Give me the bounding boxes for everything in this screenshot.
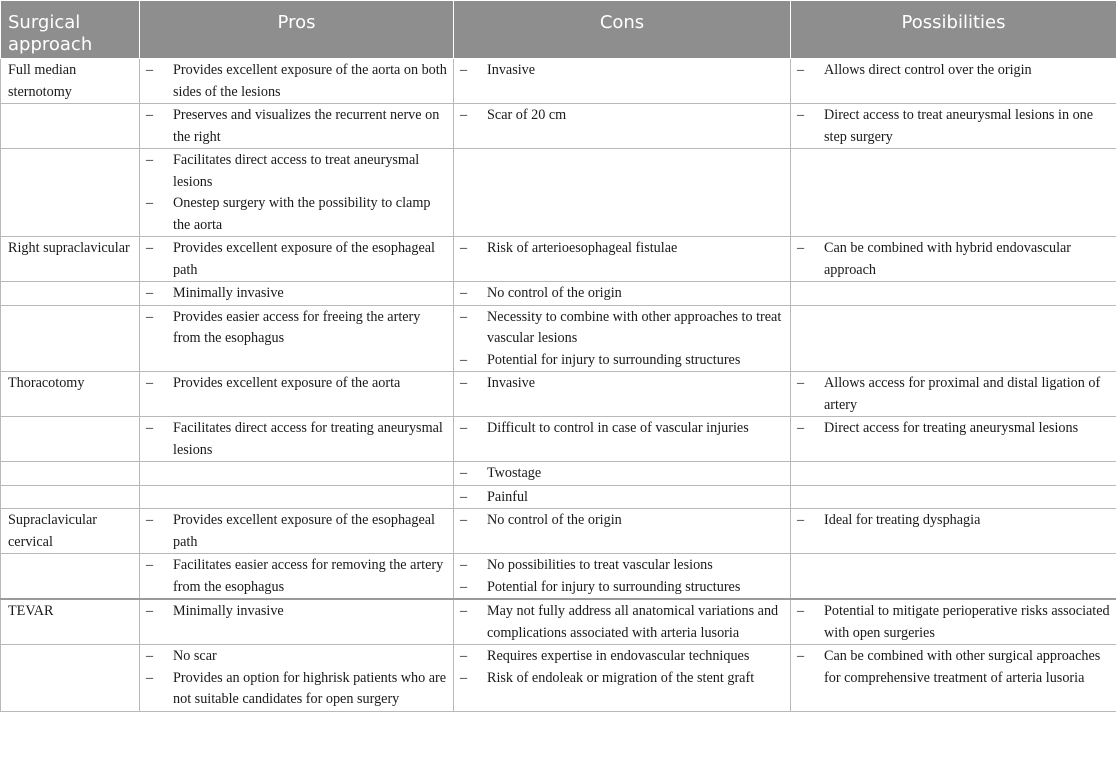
pros-list [140,306,453,350]
list-item [146,150,449,193]
item-text: No scar [173,648,217,664]
cons-cell [454,305,791,372]
list-item [797,60,1112,82]
list-item [460,668,786,690]
pros-cell [140,462,454,486]
list-item [146,555,449,598]
dash-bullet: – [460,285,468,301]
list-item [797,418,1112,440]
table-row [1,149,1116,237]
item-text: Invasive [487,62,536,78]
header-possibilities: Possibilities [791,1,1116,59]
table-row [1,485,1116,509]
cons-list [454,282,790,305]
item-text: Allows direct control over the origin [824,62,1032,78]
item-text: Provides easier access for freeing the artery from the esophagus [173,308,421,346]
pros-cell [140,237,454,282]
item-text: Provides an option for highrisk patients who are not suitable candidates for open surgery [173,669,447,707]
possibilities-cell [791,237,1116,282]
possibilities-list [791,59,1116,82]
list-item [146,307,449,350]
item-text: Provides excellent exposure of the esophageal path [173,512,435,550]
approach-cell [1,554,140,600]
cons-cell [454,59,791,104]
dash-bullet: – [146,107,154,123]
approach-cell [1,104,140,149]
list-item [460,646,786,668]
list-item [460,283,786,305]
item-text: No control of the origin [487,512,622,528]
item-text: Allows access for proximal and distal ligation of artery [824,375,1101,413]
approach-cell [1,485,140,509]
table-row [1,237,1116,282]
pros-list [140,554,453,598]
cons-cell [454,485,791,509]
table-row [1,282,1116,306]
item-text: No possibilities to treat vascular lesions [487,557,713,573]
dash-bullet: – [797,603,805,619]
cons-list [454,372,790,395]
list-item [146,668,449,711]
dash-bullet: – [146,285,154,301]
item-text: May not fully address all anatomical variations and complications associated with arteria lusoria [487,603,779,641]
header-pros: Pros [140,1,454,59]
list-item [460,601,786,644]
item-text: Can be combined with hybrid endovascular approach [824,240,1072,278]
possibilities-list [791,417,1116,440]
approach-cell [1,305,140,372]
list-item [797,510,1112,532]
cons-cell [454,462,791,486]
dash-bullet: – [146,240,154,256]
possibilities-cell [791,485,1116,509]
cons-list [454,554,790,598]
dash-bullet: – [460,420,468,436]
cons-cell [454,417,791,462]
list-item [146,373,449,395]
item-text: Difficult to control in case of vascular injuries [487,420,749,436]
dash-bullet: – [460,488,468,505]
table-row [1,462,1116,486]
item-text: Potential for injury to surrounding structures [487,578,741,595]
table-row [1,104,1116,149]
dash-bullet: – [797,375,805,391]
possibilities-cell [791,417,1116,462]
list-item [460,463,786,485]
pros-list [140,59,453,103]
pros-cell [140,599,454,645]
possibilities-cell [791,645,1116,712]
pros-list [140,509,453,553]
approach-cell: Right supraclavicular [1,237,140,282]
cons-cell [454,149,791,237]
dash-bullet: – [797,107,805,123]
list-item [460,350,786,372]
dash-bullet: – [460,669,468,686]
possibilities-list [791,237,1116,281]
approach-cell [1,417,140,462]
dash-bullet: – [146,603,154,619]
pros-list [140,237,453,281]
header-cons: Cons [454,1,791,59]
cons-list [454,306,790,372]
dash-bullet: – [460,375,468,391]
possibilities-cell [791,509,1116,554]
pros-cell [140,509,454,554]
cons-cell [454,104,791,149]
list-item [797,105,1112,148]
item-text: Twostage [487,465,542,481]
table-row [1,372,1116,417]
dash-bullet: – [797,648,805,664]
item-text: Ideal for treating dysphagia [824,512,981,528]
possibilities-cell [791,462,1116,486]
pros-list [140,417,453,461]
dash-bullet: – [146,62,154,78]
pros-cell [140,554,454,600]
dash-bullet: – [460,240,468,256]
header-row [1,1,1116,59]
list-item [146,105,449,148]
possibilities-list [791,104,1116,148]
dash-bullet: – [146,420,154,436]
dash-bullet: – [460,603,468,619]
list-item [460,238,786,260]
item-text: Painful [487,488,528,505]
item-text: Preserves and visualizes the recurrent nerve on the right [173,107,440,145]
dash-bullet: – [797,512,805,528]
cons-list [454,462,790,485]
pros-cell [140,282,454,306]
dash-bullet: – [146,648,154,664]
possibilities-cell [791,554,1116,600]
list-item [797,373,1112,416]
dash-bullet: – [146,669,154,686]
dash-bullet: – [460,648,468,664]
header-approach: Surgical approach [1,1,140,59]
list-item [460,577,786,599]
table-row [1,59,1116,104]
dash-bullet: – [797,240,805,256]
possibilities-cell [791,104,1116,149]
possibilities-list [791,372,1116,416]
cons-list [454,417,790,440]
pros-list [140,282,453,305]
item-text: Provides excellent exposure of the aorta on both sides of the lesions [173,62,447,100]
approach-cell: Full median sternotomy [1,59,140,104]
cons-cell [454,645,791,712]
approach-cell: Supraclavicular cervical [1,509,140,554]
possibilities-list [791,509,1116,532]
cons-cell [454,282,791,306]
possibilities-cell [791,59,1116,104]
dash-bullet: – [146,375,154,391]
pros-list [140,104,453,148]
list-item [146,418,449,461]
dash-bullet: – [146,152,154,168]
dash-bullet: – [146,512,154,528]
list-item [460,307,786,350]
cons-list [454,509,790,532]
cons-list [454,59,790,82]
dash-bullet: – [460,107,468,123]
pros-cell [140,645,454,712]
pros-list [140,600,453,623]
list-item [460,487,786,509]
dash-bullet: – [460,351,468,368]
approach-cell [1,645,140,712]
item-text: Risk of arterioesophageal fistulae [487,240,678,256]
dash-bullet: – [460,578,468,595]
cons-cell [454,509,791,554]
pros-cell [140,485,454,509]
item-text: Facilitates easier access for removing the artery from the esophagus [173,557,444,595]
item-text: Direct access for treating aneurysmal lesions [824,420,1079,436]
list-item [797,601,1112,644]
list-item [146,646,449,668]
table-row [1,645,1116,712]
item-text: Minimally invasive [173,285,284,301]
possibilities-list [791,600,1116,644]
possibilities-cell [791,282,1116,306]
item-text: Requires expertise in endovascular techniques [487,648,750,664]
item-text: Invasive [487,375,536,391]
item-text: Provides excellent exposure of the aorta [173,375,401,391]
cons-list [454,600,790,644]
list-item [797,646,1112,689]
table-row [1,554,1116,600]
list-item [146,283,449,305]
table-row [1,417,1116,462]
item-text: No control of the origin [487,285,622,301]
cons-cell [454,554,791,600]
dash-bullet: – [797,62,805,78]
list-item [146,510,449,553]
list-item [146,193,449,236]
dash-bullet: – [460,465,468,481]
table-body [1,59,1116,712]
item-text: Facilitates direct access for treating aneurysmal lesions [173,420,443,458]
list-item [460,373,786,395]
approach-cell: Thoracotomy [1,372,140,417]
possibilities-cell [791,149,1116,237]
dash-bullet: – [460,512,468,528]
list-item [146,238,449,281]
possibilities-cell [791,372,1116,417]
dash-bullet: – [797,420,805,436]
pros-cell [140,305,454,372]
cons-list [454,486,790,509]
pros-cell [140,417,454,462]
item-text: Risk of endoleak or migration of the stent graft [487,669,755,686]
item-text: Facilitates direct access to treat aneurysmal lesions [173,152,420,190]
list-item [460,418,786,440]
possibilities-list [791,645,1116,689]
table-row [1,509,1116,554]
list-item [460,510,786,532]
item-text: Potential for injury to surrounding structures [487,351,741,368]
dash-bullet: – [146,195,154,211]
cons-cell [454,372,791,417]
item-text: Provides excellent exposure of the esophageal path [173,240,435,278]
item-text: Can be combined with other surgical approaches for comprehensive treatment of arteria lusoria [824,648,1101,686]
cons-cell [454,599,791,645]
approach-cell [1,462,140,486]
approach-cell [1,149,140,237]
list-item [460,105,786,127]
list-item [460,60,786,82]
dash-bullet: – [146,557,154,573]
approach-cell: TEVAR [1,599,140,645]
item-text: Potential to mitigate perioperative risks associated with open surgeries [824,603,1110,641]
dash-bullet: – [146,308,154,325]
cons-list [454,237,790,260]
pros-cell [140,104,454,149]
table-row [1,599,1116,645]
list-item [797,238,1112,281]
cons-list [454,104,790,127]
item-text: Onestep surgery with the possibility to clamp the aorta [173,195,431,233]
item-text: Necessity to combine with other approaches to treat vascular lesions [487,308,782,346]
table-row [1,305,1116,372]
pros-list [140,372,453,395]
possibilities-cell [791,599,1116,645]
dash-bullet: – [460,557,468,573]
pros-cell [140,372,454,417]
list-item [460,555,786,577]
list-item [146,601,449,623]
approach-cell [1,282,140,306]
dash-bullet: – [460,308,468,325]
pros-list [140,149,453,236]
dash-bullet: – [460,62,468,78]
cons-cell [454,237,791,282]
cons-list [454,645,790,689]
pros-list [140,645,453,711]
item-text: Direct access to treat aneurysmal lesions in one step surgery [824,107,1094,145]
item-text: Minimally invasive [173,603,284,619]
pros-cell [140,59,454,104]
pros-cell [140,149,454,237]
possibilities-cell [791,305,1116,372]
item-text: Scar of 20 cm [487,107,567,123]
list-item [146,60,449,103]
